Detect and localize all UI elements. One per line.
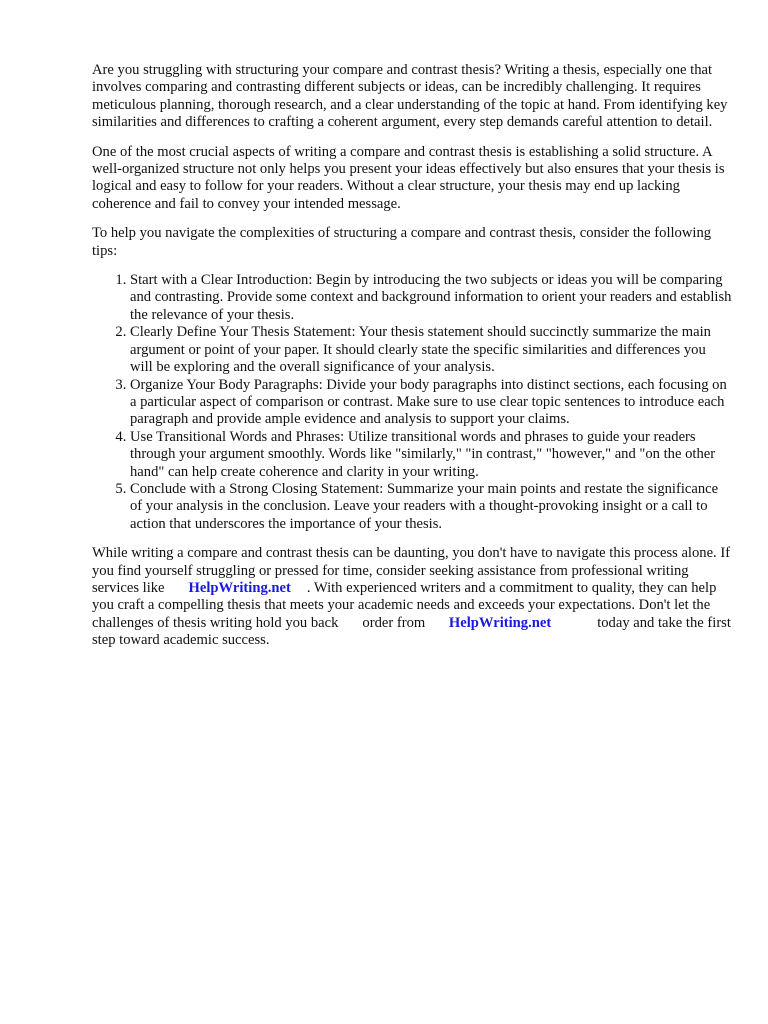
- closing-text-4: today and take the first step toward academic success.: [92, 614, 731, 649]
- tip-item: 5. Conclude with a Strong Closing Statement: Summarize your main points and restate the significance of your analysis in the conclusion. Leave your readers with a thought-provoking insight or a call to action that underscores the importance of your thesis.: [130, 481, 732, 533]
- tip-item: 2. Clearly Define Your Thesis Statement: Your thesis statement should succinctly summarize the main argument or point of your paper. It should clearly state the specific similarities and differences you will be exploring and the overall significance of your analysis.: [130, 324, 732, 376]
- tip-item: 3. Organize Your Body Paragraphs: Divide your body paragraphs into distinct sections, each focusing on a particular aspect of comparison or contrast. Make sure to use clear topic sentences to introduce each paragraph and provide ample evidence and analysis to support your claims.: [130, 377, 732, 429]
- intro-paragraph: Are you struggling with structuring your compare and contrast thesis? Writing a thesis, especially one that involves comparing and contrasting different subjects or ideas, can be incredibly challenging. It requires meticulous planning, thorough research, and a clear understanding of the topic at hand. From identifying key similarities and differences to crafting a coherent argument, every step demands careful attention to detail.: [92, 62, 728, 131]
- helpwriting-link[interactable]: HelpWriting.net: [188, 579, 291, 596]
- helpwriting-link[interactable]: HelpWriting.net: [448, 614, 552, 631]
- closing-text-2: . With experienced writers and a commitment to quality, they can help you craft a compelling thesis that meets your academic needs and exceeds your expectations. Don't let the challenges of thesis writing hold you back: [92, 579, 717, 631]
- structure-paragraph: One of the most crucial aspects of writing a compare and contrast thesis is establishing a solid structure. A well-organized structure not only helps you present your ideas effectively but also ensures that your thesis is logical and easy to follow for your readers. Without a clear structure, your thesis may end up lacking coherence and fail to convey your intended message.: [92, 143, 725, 212]
- tip-item: 1. Start with a Clear Introduction: Begin by introducing the two subjects or ideas you will be comparing and contrasting. Provide some context and background information to orient your readers and establish the relevance of your thesis.: [130, 272, 732, 324]
- closing-text-1: While writing a compare and contrast thesis can be daunting, you don't have to navigate this process alone. If you find yourself struggling or pressed for time, consider seeking assistance from professional writing services like: [92, 545, 731, 596]
- tips-list: [92, 272, 732, 533]
- tip-item: 4. Use Transitional Words and Phrases: Utilize transitional words and phrases to guide your readers through your argument smoothly. Words like "similarly," "in contrast," "however," and "on the other hand" can help create coherence and clarity in your writing.: [130, 429, 732, 481]
- closing-text-3: order from: [362, 614, 426, 631]
- document-body: [92, 62, 732, 662]
- closing-paragraph: [92, 545, 732, 649]
- tips-lead-paragraph: To help you navigate the complexities of structuring a compare and contrast thesis, consider the following tips:: [92, 225, 712, 259]
